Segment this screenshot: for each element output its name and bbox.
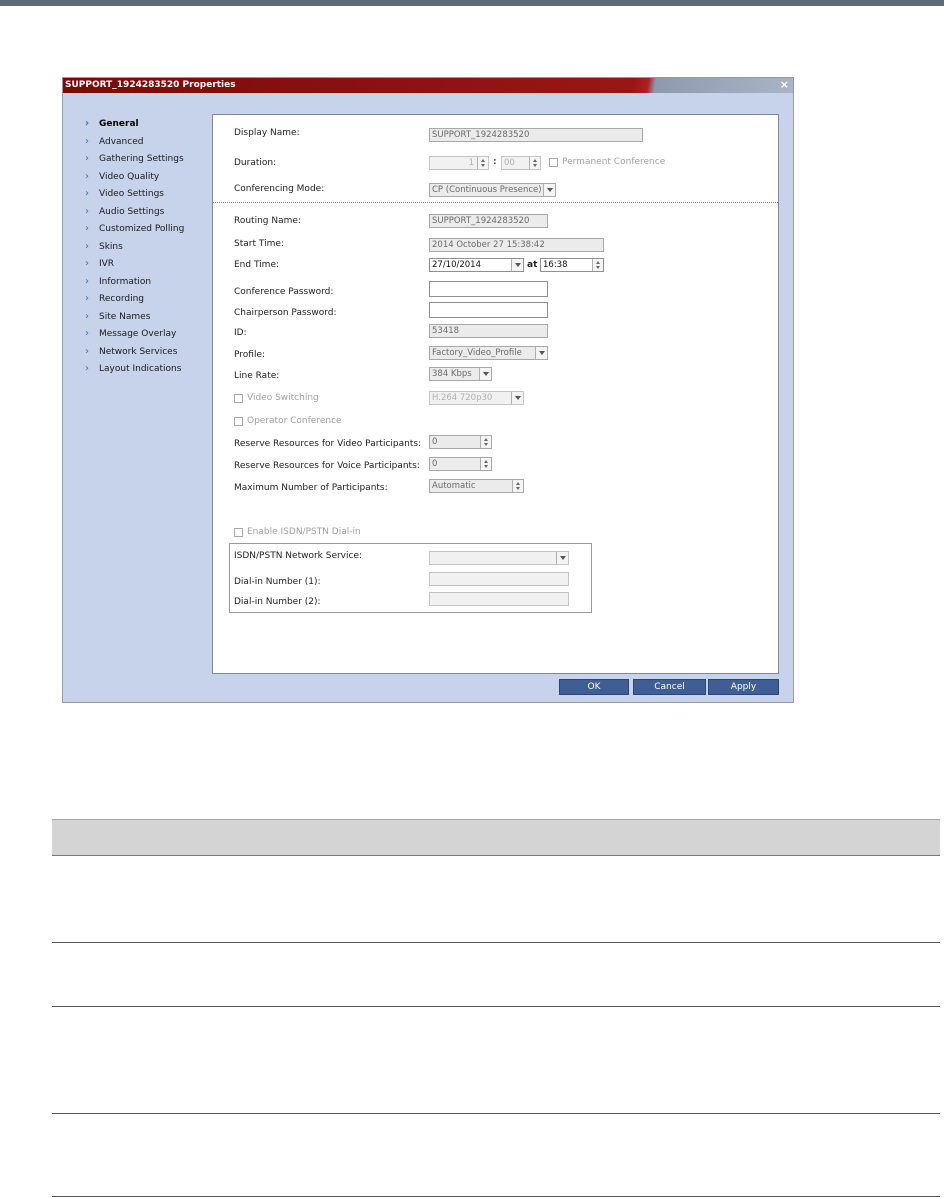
isdn-service-label: ISDN/PSTN Network Service: bbox=[234, 551, 363, 561]
sidebar-item-ivr[interactable] bbox=[85, 258, 205, 272]
spinner-icon[interactable] bbox=[480, 458, 491, 470]
close-icon[interactable]: × bbox=[779, 78, 789, 91]
dialin1-label: Dial-in Number (1): bbox=[234, 577, 321, 587]
start-time-field: 2014 October 27 15:38:42 bbox=[429, 238, 604, 252]
sidebar-item-label: Video Quality bbox=[99, 171, 160, 182]
sidebar-item-customized-polling[interactable] bbox=[85, 223, 205, 237]
chevron-down-icon[interactable] bbox=[543, 184, 555, 196]
table-header bbox=[52, 819, 940, 856]
chevron-down-icon[interactable] bbox=[556, 552, 568, 564]
conferencing-mode-label: Conferencing Mode: bbox=[234, 184, 325, 194]
duration-minutes-value: 00 bbox=[504, 158, 515, 168]
chevron-down-icon[interactable] bbox=[511, 259, 523, 271]
reserve-voice-value: 0 bbox=[432, 459, 438, 469]
sidebar-item-label: Network Services bbox=[99, 346, 178, 357]
sidebar-item-network-services[interactable] bbox=[85, 346, 205, 360]
chevron-down-icon[interactable] bbox=[479, 368, 491, 380]
chairperson-password-label: Chairperson Password: bbox=[234, 308, 337, 318]
operator-conference-label: Operator Conference bbox=[247, 416, 342, 426]
table-row-divider bbox=[52, 1196, 940, 1197]
max-participants-value: Automatic bbox=[432, 481, 476, 491]
video-switching-value: H.264 720p30 bbox=[432, 393, 493, 403]
sidebar-item-label: Skins bbox=[99, 241, 123, 252]
profile-value: Factory_Video_Profile bbox=[432, 348, 522, 358]
reserve-video-stepper[interactable] bbox=[429, 435, 492, 449]
display-name-field[interactable]: SUPPORT_1924283520 bbox=[429, 128, 643, 142]
chevron-right-icon: › bbox=[85, 205, 89, 217]
sidebar-item-label: Video Settings bbox=[99, 189, 164, 199]
chevron-right-icon: › bbox=[85, 135, 89, 147]
enable-isdn-checkbox[interactable] bbox=[234, 528, 243, 537]
sidebar-item-label: Advanced bbox=[99, 136, 144, 147]
end-time-value: 16:38 bbox=[543, 260, 568, 270]
sidebar-item-video-settings[interactable] bbox=[85, 188, 205, 202]
ok-button[interactable]: OK bbox=[559, 679, 629, 695]
reserve-video-value: 0 bbox=[432, 437, 438, 447]
spinner-icon[interactable] bbox=[477, 157, 488, 169]
sidebar-item-label: General bbox=[99, 119, 139, 129]
dialin2-field[interactable] bbox=[429, 592, 569, 606]
video-switching-checkbox[interactable] bbox=[234, 394, 243, 403]
video-switching-label: Video Switching bbox=[247, 393, 319, 403]
spinner-icon[interactable] bbox=[512, 480, 523, 492]
reserve-video-label: Reserve Resources for Video Participants: bbox=[234, 439, 422, 449]
properties-dialog bbox=[62, 77, 794, 703]
end-date-value: 27/10/2014 bbox=[432, 260, 481, 270]
chevron-right-icon: › bbox=[85, 240, 89, 252]
chevron-down-icon[interactable] bbox=[511, 392, 523, 404]
sidebar-item-video-quality[interactable] bbox=[85, 171, 205, 185]
sidebar-item-label: Information bbox=[99, 276, 152, 287]
sidebar-item-skins[interactable] bbox=[85, 241, 205, 255]
dialog-titlebar[interactable] bbox=[63, 78, 793, 93]
dialog-title: SUPPORT_1924283520 Properties bbox=[65, 80, 236, 90]
chevron-right-icon: › bbox=[85, 345, 89, 357]
enable-isdn-label: Enable ISDN/PSTN Dial-in bbox=[247, 527, 361, 537]
sidebar-item-recording[interactable] bbox=[85, 293, 205, 307]
sidebar-item-site-names[interactable] bbox=[85, 311, 205, 325]
page-top-bar bbox=[0, 0, 944, 6]
dialin2-label: Dial-in Number (2): bbox=[234, 597, 321, 607]
duration-separator: : bbox=[493, 157, 497, 167]
sidebar-item-label: Audio Settings bbox=[99, 206, 165, 217]
end-date-picker[interactable] bbox=[429, 258, 524, 272]
profile-select[interactable] bbox=[429, 346, 548, 360]
chevron-right-icon: › bbox=[85, 170, 89, 182]
permanent-conference-label: Permanent Conference bbox=[562, 157, 666, 167]
start-time-label: Start Time: bbox=[234, 239, 284, 249]
end-time-stepper[interactable] bbox=[540, 258, 604, 272]
chevron-right-icon: › bbox=[85, 275, 89, 287]
conferencing-mode-value: CP (Continuous Presence) bbox=[432, 185, 542, 195]
sidebar-item-information[interactable] bbox=[85, 276, 205, 290]
apply-button[interactable]: Apply bbox=[708, 679, 779, 695]
end-time-label: End Time: bbox=[234, 260, 280, 270]
conference-password-input[interactable] bbox=[429, 281, 548, 297]
sidebar-item-label: Site Names bbox=[99, 311, 151, 322]
isdn-service-select[interactable] bbox=[429, 551, 569, 565]
duration-minutes-stepper[interactable] bbox=[501, 156, 541, 170]
sidebar-item-gathering-settings[interactable] bbox=[85, 153, 205, 167]
routing-name-label: Routing Name: bbox=[234, 216, 301, 226]
sidebar-item-advanced[interactable] bbox=[85, 136, 205, 150]
table-row-divider bbox=[52, 942, 940, 943]
video-switching-select[interactable] bbox=[429, 391, 524, 405]
chevron-right-icon: › bbox=[85, 293, 89, 304]
operator-conference-checkbox[interactable] bbox=[234, 417, 243, 426]
id-label: ID: bbox=[234, 328, 247, 338]
sidebar-item-general[interactable] bbox=[85, 118, 205, 132]
chevron-right-icon: › bbox=[85, 363, 89, 374]
sidebar-item-message-overlay[interactable] bbox=[85, 328, 205, 342]
chevron-right-icon: › bbox=[85, 153, 89, 164]
profile-label: Profile: bbox=[234, 350, 266, 360]
line-rate-label: Line Rate: bbox=[234, 371, 280, 381]
routing-name-field[interactable]: SUPPORT_1924283520 bbox=[429, 214, 548, 228]
sidebar-item-label: Gathering Settings bbox=[99, 154, 184, 164]
line-rate-select[interactable] bbox=[429, 367, 492, 381]
section-divider bbox=[213, 202, 778, 203]
sidebar-item-layout-indications[interactable] bbox=[85, 363, 205, 377]
dialin1-field[interactable] bbox=[429, 572, 569, 586]
isdn-dialin-group bbox=[229, 543, 592, 613]
sidebar-item-label: Customized Polling bbox=[99, 224, 185, 234]
permanent-conference-checkbox[interactable] bbox=[549, 158, 558, 167]
conferencing-mode-select[interactable] bbox=[429, 183, 556, 197]
reserve-voice-label: Reserve Resources for Voice Participants: bbox=[234, 461, 420, 471]
duration-label: Duration: bbox=[234, 158, 277, 168]
sidebar-item-label: Layout Indications bbox=[99, 364, 182, 374]
general-settings-panel bbox=[212, 114, 779, 674]
table-row-divider bbox=[52, 1113, 940, 1114]
reserve-voice-stepper[interactable] bbox=[429, 457, 492, 471]
spinner-icon[interactable] bbox=[480, 436, 491, 448]
chevron-right-icon: › bbox=[85, 118, 90, 129]
conference-password-label: Conference Password: bbox=[234, 287, 334, 297]
sidebar-item-audio-settings[interactable] bbox=[85, 206, 205, 220]
cancel-button[interactable]: Cancel bbox=[633, 679, 706, 695]
line-rate-value: 384 Kbps bbox=[432, 369, 472, 379]
max-participants-stepper[interactable] bbox=[429, 479, 524, 493]
id-field: 53418 bbox=[429, 324, 548, 338]
chevron-right-icon: › bbox=[85, 258, 89, 269]
display-name-label: Display Name: bbox=[234, 128, 300, 138]
duration-hours-stepper[interactable] bbox=[429, 156, 489, 170]
chevron-right-icon: › bbox=[85, 188, 89, 199]
sidebar-item-label: Message Overlay bbox=[99, 329, 177, 339]
chevron-right-icon: › bbox=[85, 310, 89, 322]
sidebar-item-label: IVR bbox=[99, 259, 115, 269]
chevron-right-icon: › bbox=[85, 328, 89, 339]
chevron-down-icon[interactable] bbox=[535, 347, 547, 359]
spinner-icon[interactable] bbox=[529, 157, 540, 169]
end-at-label: at bbox=[527, 260, 538, 270]
chairperson-password-input[interactable] bbox=[429, 302, 548, 318]
table-row-divider bbox=[52, 1006, 940, 1007]
spinner-icon[interactable] bbox=[592, 259, 603, 271]
sidebar-item-label: Recording bbox=[99, 294, 145, 304]
duration-hours-value: 1 bbox=[468, 158, 474, 168]
chevron-right-icon: › bbox=[85, 223, 89, 234]
max-participants-label: Maximum Number of Participants: bbox=[234, 483, 388, 493]
